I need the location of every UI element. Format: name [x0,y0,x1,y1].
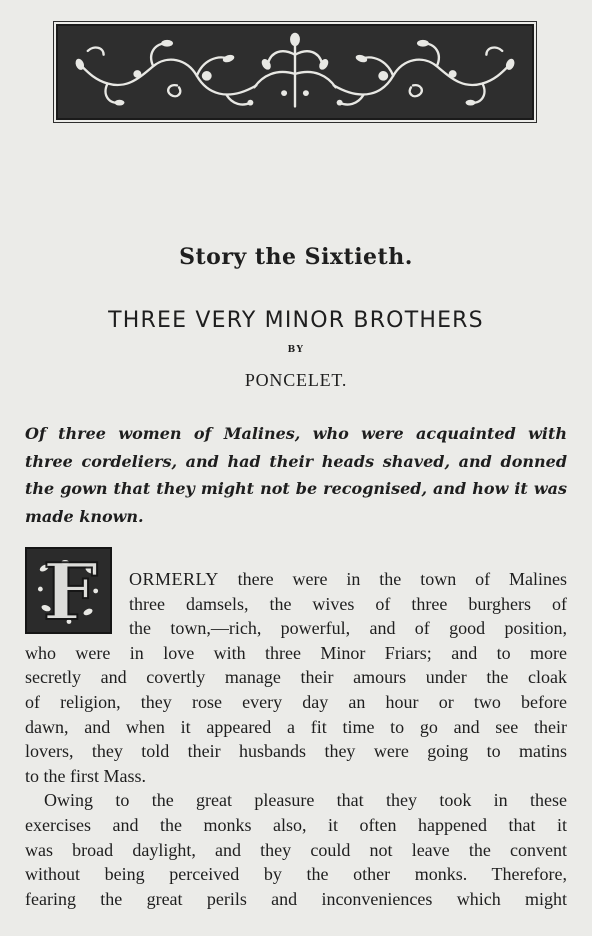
body-line: secretly and covertly manage their amours under the cloak [25,667,567,688]
summary-line: Of three women of Malines, who were acquainted with [25,424,567,443]
dropcap-letter: F [42,547,99,638]
body-line: to the first Mass. [25,765,146,786]
first-word-rest: ORMERLY [129,569,219,589]
vine-ornament-icon [56,24,534,120]
body-line: dawn, and when it appeared a fit time to go and see their [25,716,567,737]
summary-line: made known. [25,506,144,526]
body-line: of religion, they rose every day an hour or two before [25,691,567,712]
story-subtitle: THREE VERY MINOR BROTHERS [108,308,484,333]
body-line: was broad daylight, and they could not leave the convent [25,839,567,860]
story-summary [25,420,567,530]
body-line: without being perceived by the other monks. Therefore, [25,864,567,885]
body-line: fearing the great perils and inconveniences which might [25,888,567,909]
body-line: Owing to the great pleasure that they took in these [44,790,567,811]
story-author: PONCELET. [244,370,348,390]
body-line: exercises and the monks also, it often happened that it [25,814,567,835]
body-line [25,567,567,592]
story-body [25,567,567,911]
body-line-text: there were in the town of Malines [218,569,567,589]
body-line: three damsels, the wives of three burghers of [129,593,567,614]
story-title: Story the Sixtieth. [179,244,413,270]
summary-line: three cordeliers, and had their heads shaved, and donned [25,451,567,471]
summary-line: the gown that they might not be recognised, and how it was [25,479,567,498]
body-line: who were in love with three Minor Friars; and to more [25,642,567,663]
body-line: the town,—rich, powerful, and of good position, [129,618,567,639]
story-by-label: BY [287,345,305,355]
body-line: lovers, they told their husbands they were going to matins [25,741,567,762]
